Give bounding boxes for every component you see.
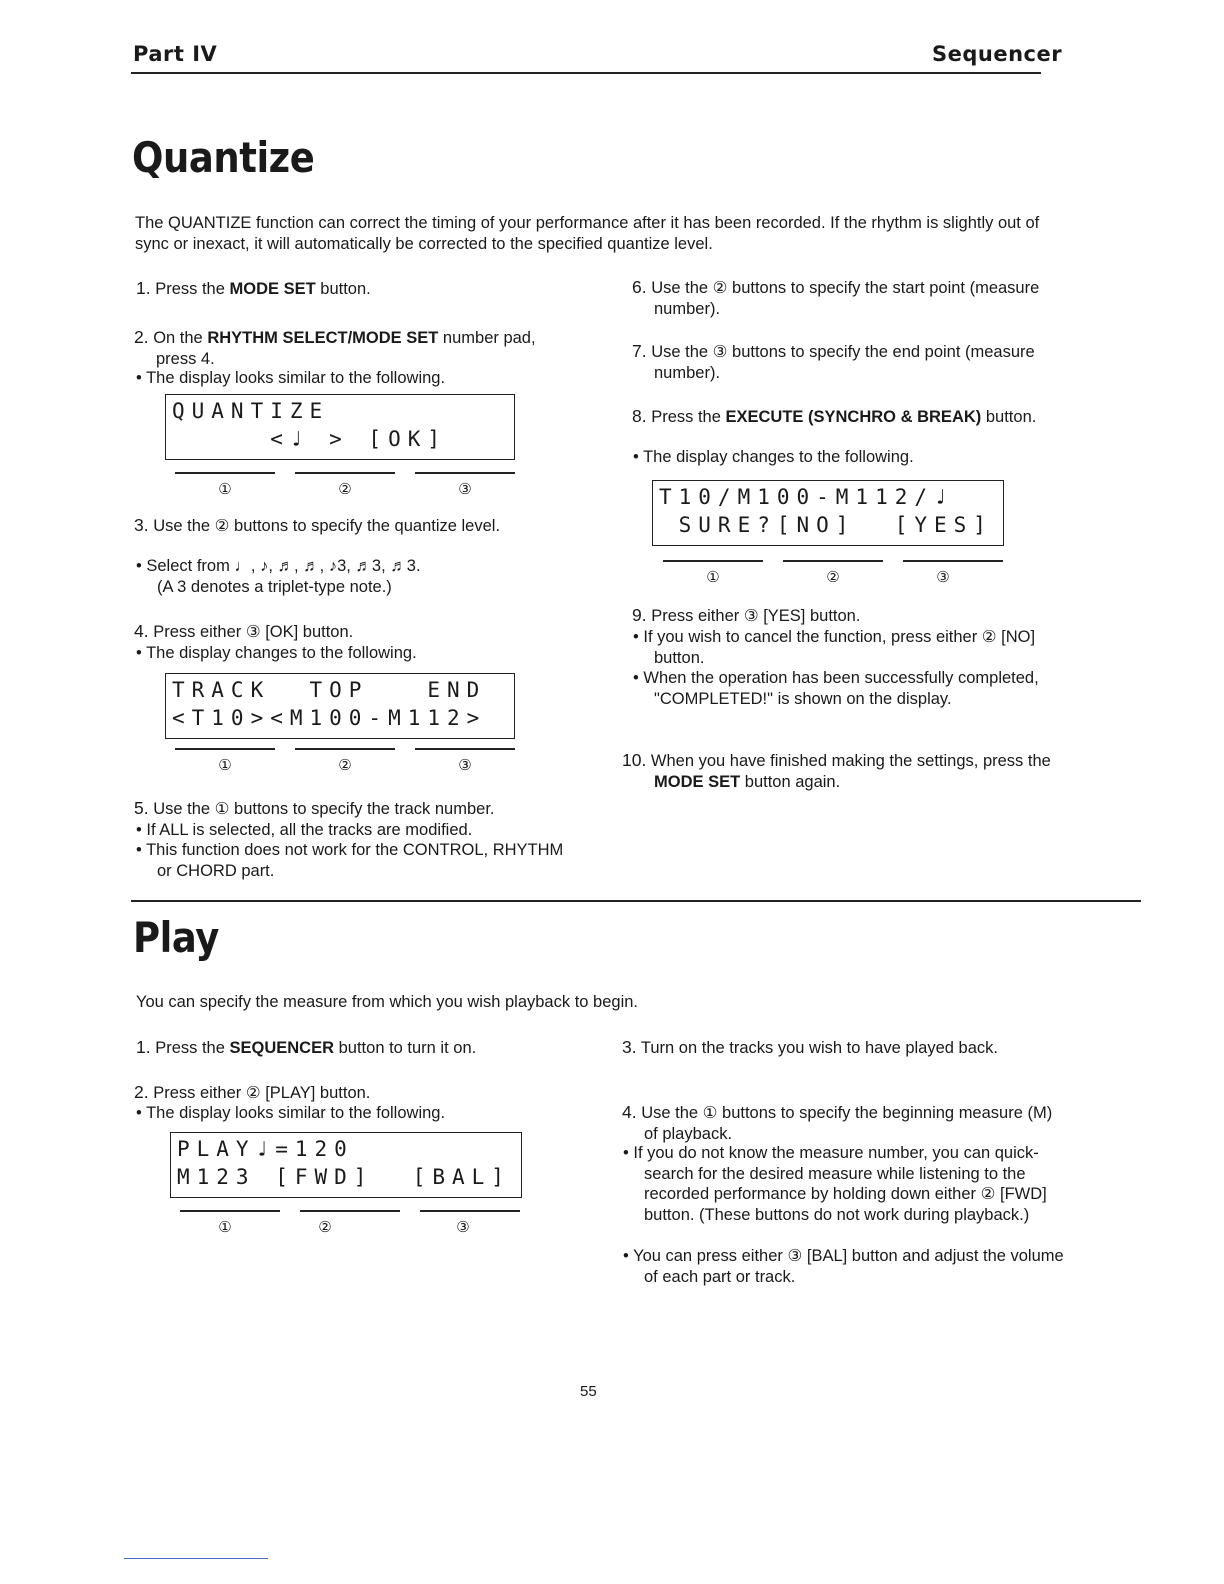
lcd-row-1: QUANTIZE xyxy=(172,399,330,423)
quantize-step-1 xyxy=(136,278,556,300)
header-rule xyxy=(131,72,1041,74)
quantize-step-5-bullet-1: • If ALL is selected, all the tracks are modified. xyxy=(136,821,473,839)
step-text: button to turn it on. xyxy=(334,1039,477,1057)
step-text: button. xyxy=(315,280,371,298)
footer-line xyxy=(124,1558,268,1559)
quantize-step-5-bullet-2: • This function does not work for the CONTROL, RHYTHM or CHORD part. xyxy=(136,841,564,880)
quantize-step-4 xyxy=(134,621,554,643)
quantize-step-3-bullet: • Select from ♩, ♪, ♬, ♬, ♪3, ♬3, ♬3. xyxy=(136,557,421,575)
step-text: Use the ① buttons to specify the beginning measure (M) of playback. xyxy=(641,1104,1053,1143)
lcd-row-1: TRACK TOP END xyxy=(172,678,487,702)
play-intro: You can specify the measure from which you wish playback to begin. xyxy=(136,993,638,1011)
step-text: Press either ③ [OK] button. xyxy=(153,623,354,641)
quantize-step-7 xyxy=(632,341,1064,383)
button-1-label: ① xyxy=(218,481,232,498)
step-text: Turn on the tracks you wish to have played back. xyxy=(640,1039,998,1057)
quantize-step-4-bullet: • The display changes to the following. xyxy=(136,644,417,662)
button-1-label: ① xyxy=(706,569,720,586)
step-text: Press the xyxy=(155,1039,230,1057)
lcd-buttons xyxy=(175,748,515,788)
step-text: Press the xyxy=(651,408,726,426)
bullet-text: The display looks similar to the following. xyxy=(146,1104,446,1122)
bullet-text: You can press either ③ [BAL] button and adjust the volume of each part or track. xyxy=(633,1247,1064,1286)
page-number: 55 xyxy=(580,1383,597,1400)
button-3-label: ③ xyxy=(456,1219,470,1236)
lcd-row-2: <T10><M100-M112> xyxy=(172,706,487,730)
bullet-text: The display changes to the following. xyxy=(643,448,914,466)
step-text: Use the ① buttons to specify the track number. xyxy=(153,800,495,818)
lcd-row-1: T10/M100-M112/♩ xyxy=(659,485,954,509)
step-number: 2. xyxy=(134,1082,149,1102)
header-part: Part IV xyxy=(133,42,218,66)
bullet-text: When the operation has been successfully completed, "COMPLETED!" is shown on the display. xyxy=(643,669,1039,708)
step-number: 1. xyxy=(136,1037,151,1057)
button-1-label: ① xyxy=(218,757,232,774)
step-text: Use the ② buttons to specify the start point (measure number). xyxy=(651,279,1040,318)
step-bold: EXECUTE (SYNCHRO & BREAK) xyxy=(725,408,982,426)
quantize-step-9-bullet-1: • If you wish to cancel the function, press either ② [NO] button. xyxy=(633,628,1036,667)
play-step-2-bullet: • The display looks similar to the following. xyxy=(136,1104,446,1122)
bullet-text: If ALL is selected, all the tracks are modified. xyxy=(146,821,473,839)
quantize-step-3-note xyxy=(157,577,557,598)
button-2-label: ② xyxy=(338,757,352,774)
lcd-play xyxy=(170,1132,522,1198)
step-number: 8. xyxy=(632,406,647,426)
quantize-step-3 xyxy=(134,515,576,537)
step-text: Use the ② buttons to specify the quantize level. xyxy=(153,517,501,535)
quantize-step-9 xyxy=(632,605,1042,627)
step-number: 1. xyxy=(136,278,151,298)
step-text: On the xyxy=(153,329,208,347)
bullet-text: (A 3 denotes a triplet-type note.) xyxy=(157,578,392,596)
step-bold: MODE SET xyxy=(654,772,741,791)
lcd-buttons xyxy=(180,1210,520,1250)
quantize-step-2-bullet: • The display looks similar to the following. xyxy=(136,369,446,387)
step-bold: MODE SET xyxy=(229,280,316,298)
lcd-confirm xyxy=(652,480,1004,546)
step-number: 2. xyxy=(134,327,149,347)
button-3-label: ③ xyxy=(458,481,472,498)
button-2-label: ② xyxy=(826,569,840,586)
quantize-step-9-bullet-2: • When the operation has been successfully completed, "COMPLETED!" is shown on the display. xyxy=(633,669,1039,708)
quantize-step-5 xyxy=(134,798,564,820)
step-text: Press the xyxy=(155,280,230,298)
lcd-row-2: M123 [FWD] [BAL] xyxy=(177,1165,511,1189)
step-number: 7. xyxy=(632,341,647,361)
step-text: button. xyxy=(981,408,1037,426)
section-divider xyxy=(131,900,1141,902)
header-section: Sequencer xyxy=(932,42,1063,66)
button-1-label: ① xyxy=(218,1219,232,1236)
bullet-text: The display looks similar to the following. xyxy=(146,369,446,387)
step-number: 10. xyxy=(622,750,647,770)
lcd-buttons xyxy=(663,560,1003,600)
lcd-buttons xyxy=(175,472,515,512)
step-bold: RHYTHM SELECT/MODE SET xyxy=(207,329,439,347)
bullet-text: This function does not work for the CONTROL, RHYTHM or CHORD part. xyxy=(146,841,564,880)
button-3-label: ③ xyxy=(936,569,950,586)
step-number: 9. xyxy=(632,605,647,625)
bullet-text: If you do not know the measure number, you can quick-search for the desired measure while listening to the recorded performance by holding down either ② [FWD] button. (These buttons do not work during playback.) xyxy=(633,1144,1047,1224)
play-step-4-bullet-1: • If you do not know the measure number, you can quick-search for the desired measure while listening to the recorded performance by holding down either ② [FWD] button. (These buttons do not work during playback.) xyxy=(623,1144,1047,1224)
bullet-text: Select from ♩, ♪, ♬, ♬, ♪3, ♬3, ♬3. xyxy=(146,557,421,575)
step-text: Press either ② [PLAY] button. xyxy=(153,1084,371,1102)
step-text: button again. xyxy=(740,772,841,791)
quantize-step-6 xyxy=(632,277,1064,319)
quantize-step-10 xyxy=(622,750,1074,792)
step-number: 4. xyxy=(134,621,149,641)
lcd-row-2: <♩ > [OK] xyxy=(172,427,448,451)
lcd-row-1: PLAY♩=120 xyxy=(177,1137,354,1161)
quantize-step-8-bullet: • The display changes to the following. xyxy=(633,448,914,466)
button-2-label: ② xyxy=(338,481,352,498)
lcd-row-2: SURE?[NO] [YES] xyxy=(659,513,993,537)
step-bold: SEQUENCER xyxy=(229,1039,335,1057)
button-3-label: ③ xyxy=(458,757,472,774)
step-number: 3. xyxy=(622,1037,637,1057)
play-step-1 xyxy=(136,1037,566,1059)
quantize-step-2 xyxy=(134,327,576,369)
quantize-step-8 xyxy=(632,406,1064,428)
quantize-intro: The QUANTIZE function can correct the timing of your performance after it has been recorded. If the rhythm is slightly out of sync or inexact, it will automatically be corrected to the specified quantize level. xyxy=(135,214,1040,253)
step-text: When you have finished making the settings, press the xyxy=(650,752,1051,770)
button-2-label: ② xyxy=(318,1219,332,1236)
play-step-4-bullet-2: • You can press either ③ [BAL] button and adjust the volume of each part or track. xyxy=(623,1247,1064,1286)
step-number: 6. xyxy=(632,277,647,297)
step-number: 3. xyxy=(134,515,149,535)
step-text: number pad, press 4. xyxy=(156,329,536,368)
step-text: Press either ③ [YES] button. xyxy=(651,607,861,625)
step-number: 4. xyxy=(622,1102,637,1122)
play-title: Play xyxy=(133,913,219,962)
step-number: 5. xyxy=(134,798,149,818)
lcd-track xyxy=(165,673,515,739)
step-text: Use the ③ buttons to specify the end point (measure number). xyxy=(651,343,1035,382)
lcd-quantize xyxy=(165,394,515,460)
bullet-text: If you wish to cancel the function, press either ② [NO] button. xyxy=(643,628,1036,667)
bullet-text: The display changes to the following. xyxy=(146,644,417,662)
play-step-2 xyxy=(134,1082,564,1104)
quantize-title: Quantize xyxy=(132,133,315,182)
play-step-4 xyxy=(622,1102,1064,1144)
play-step-3 xyxy=(622,1037,1064,1059)
